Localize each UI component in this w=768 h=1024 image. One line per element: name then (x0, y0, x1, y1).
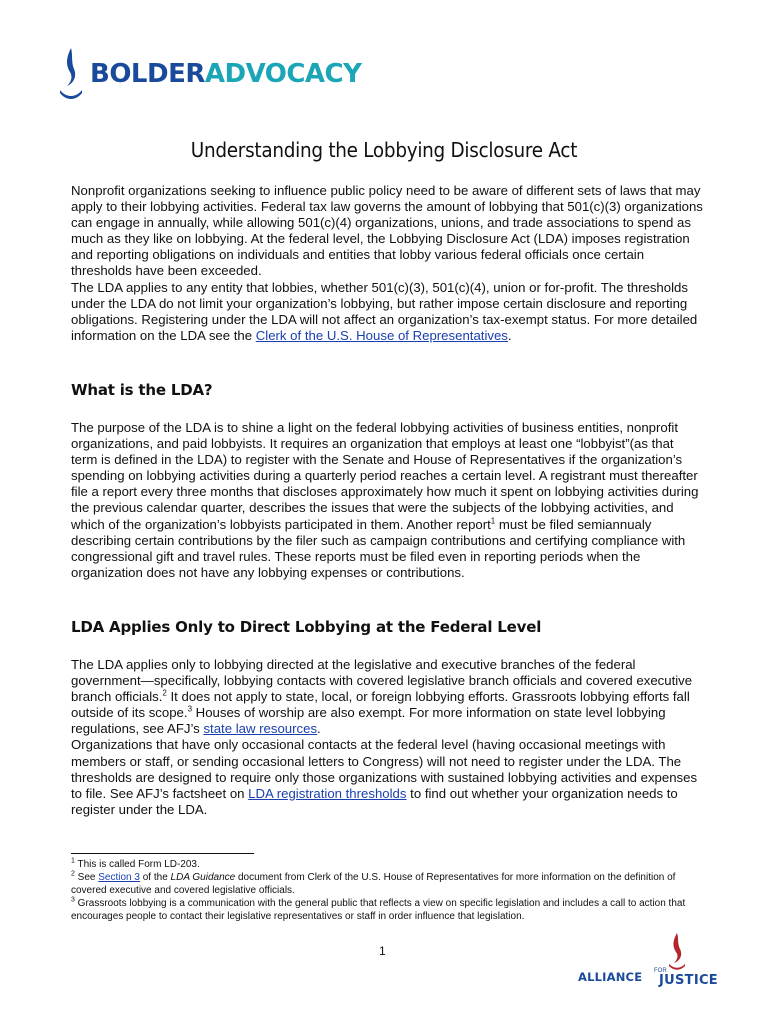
clerk-house-link[interactable]: Clerk of the U.S. House of Representatives (255, 327, 508, 343)
footnote-1-number: 1 (71, 857, 75, 865)
footnote-1-text: This is called Form LD-203. (74, 859, 200, 870)
section-3-link[interactable]: Section 3 (98, 872, 140, 883)
footnote-3 (71, 897, 703, 923)
alliance-for-justice-logo (574, 930, 724, 990)
afj-text-justice: JUSTICE (659, 973, 718, 988)
heading-what-is-lda: What is the LDA? (71, 381, 213, 399)
intro-paragraph-2 (71, 280, 703, 344)
direct-lobbying-text-a: The LDA applies only to lobbying directed at the legislative and executive branches of the federal government—specifically, lobbying contacts with covered legislative branch officials and covered executive branch officials. (71, 657, 693, 705)
direct-lobbying-text-b: It does not apply to state, local, or foreign lobbying efforts. Grassroots lobbying efforts fall outside of its scope. (71, 689, 690, 721)
section-what-is-lda (71, 420, 703, 581)
footnote-1 (71, 858, 703, 871)
footnote-3-number: 3 (71, 896, 75, 904)
direct-lobbying-p2-text-a: Organizations that have only occasional contacts at the federal level (having occasional meetings with members or staff, or sending occasional letters to Congress) will not need to register under the LDA. The thresholds are designed to require only those organizations with sustained lobbying activities and expenses to file. See AFJ’s factsheet on (71, 737, 698, 801)
heading-direct-lobbying: LDA Applies Only to Direct Lobbying at the Federal Level (71, 618, 542, 636)
footnote-2 (71, 871, 703, 897)
lda-registration-thresholds-link[interactable]: LDA registration thresholds (248, 785, 407, 801)
bolder-advocacy-logo (58, 46, 361, 102)
flame-icon (666, 932, 688, 970)
afj-text-alliance: ALLIANCE (578, 970, 643, 984)
footnote-ref-3: 3 (187, 704, 193, 714)
direct-lobbying-text-c: Houses of worship are also exempt. For more information on state level lobbying regulations, see AFJ’s (71, 705, 666, 737)
footnote-2-text-c: document from Clerk of the U.S. House of Representatives for more information on the definition of covered executive and covered legislative officials. (71, 872, 676, 896)
direct-lobbying-p2-text-b: to find out whether your organization needs to register under the LDA. (71, 785, 678, 817)
state-law-resources-link[interactable]: state law resources (203, 721, 318, 737)
footnote-2-text-a: See (74, 872, 99, 883)
direct-lobbying-text-end: . (317, 721, 321, 737)
footnote-2-italic: LDA Guidance (170, 872, 236, 883)
afj-text-for: FOR (654, 968, 667, 974)
what-is-lda-paragraph (71, 420, 703, 581)
what-is-lda-text-a: The purpose of the LDA is to shine a light on the federal lobbying activities of business entities, nonprofit organizations, and paid lobbyists. It requires an organization that employs at least one “lobbyist”(as that term is defined in the LDA) to register with the Senate and House of Representatives if the organization’s spending on lobbying activities during a quarterly period reaches a certain level. A registrant must thereafter file a report every three months that discloses approximately how much it spent on lobbying activities during the previous calendar quarter, describes the issues that were the subjects of the lobbying activities, and which of the organization’s lobbyists participated in them. Another report (71, 420, 699, 532)
logo-text-advocacy: ADVOCACY (204, 59, 362, 89)
footnote-divider (71, 853, 254, 854)
flame-icon (58, 46, 84, 102)
logo-text-bolder: BOLDER (90, 59, 205, 89)
document-title: Understanding the Lobbying Disclosure Act (190, 138, 578, 162)
footnote-3-text: Grassroots lobbying is a communication with the general public that reflects a view on specific legislation and includes a call to action that encourages people to contact their legislative representatives or staff in order influence that legislation. (71, 898, 686, 922)
page-number: 1 (379, 944, 386, 958)
what-is-lda-text-b: must be filed semiannualy describing certain contributions by the filer such as campaign contributions and certifying compliance with congressional gift and travel rules. These reports must be filed even in reporting periods when the organization does not have any lobbying expenses or contributions. (71, 516, 686, 580)
intro-paragraph-2-end: . (507, 327, 512, 343)
footnotes (71, 858, 703, 923)
footnote-ref-2: 2 (162, 688, 167, 698)
intro-paragraph-2-text: The LDA applies to any entity that lobbies, whether 501(c)(3), 501(c)(4), union or for-profit. The thresholds under the LDA do not limit your organization’s lobbying, but rather impose certain disclosure and reporting obligations. Registering under the LDA will not affect an organization’s tax-exempt status. For more detailed information on the LDA see the (71, 279, 698, 343)
intro-paragraph-1: Nonprofit organizations seeking to influence public policy need to be aware of different sets of laws that may apply to their lobbying activities. Federal tax law governs the amount of lobbying that 501(c)(3) organizations can engage in annually, while allowing 501(c)(4) organizations, unions, and trade associations to spend as much as they like on lobbying. At the federal level, the Lobbying Disclosure Act (LDA) imposes registration and reporting obligations on individuals and entities that lobby various federal officials once certain thresholds have been exceeded. (71, 183, 703, 279)
footnote-2-number: 2 (71, 870, 75, 878)
footnote-ref-1: 1 (490, 516, 496, 526)
intro-section (71, 183, 703, 344)
footnote-2-text-b: of the (139, 872, 171, 883)
direct-lobbying-paragraph-2 (71, 737, 703, 817)
direct-lobbying-paragraph-1 (71, 657, 703, 737)
section-direct-lobbying (71, 657, 703, 818)
